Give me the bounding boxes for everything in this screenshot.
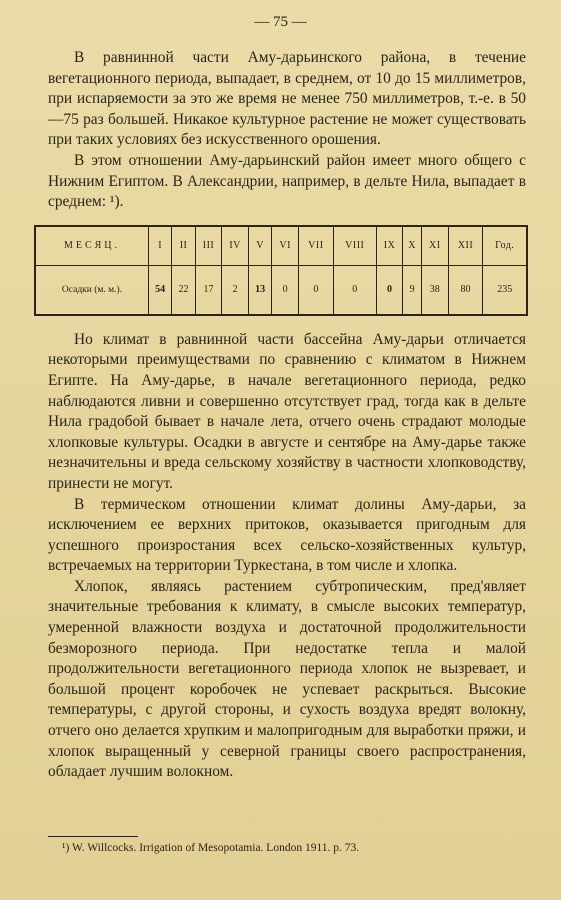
month-header-cell: VIII — [333, 226, 376, 266]
table-header-row — [35, 226, 527, 266]
precipitation-year-total: 235 — [483, 265, 527, 315]
month-header-cell: III — [195, 226, 222, 266]
paragraph-thermal-climate: В термическом отношении климат долины Аму-дарьи, за исключением ее верхних притоков, оказывается пригодным для успешного произростания всех сельско-хозяйственных культур, встречаемых на территории Туркестана, в том числе и хлопка. — [48, 495, 526, 575]
month-header-cell: XI — [421, 226, 448, 266]
precipitation-value: 0 — [333, 265, 376, 315]
precipitation-value: 17 — [195, 265, 222, 315]
precipitation-table — [34, 225, 528, 316]
month-header-cell: I — [149, 226, 172, 266]
precipitation-value: 0 — [272, 265, 299, 315]
year-header-cell: Год. — [483, 226, 527, 266]
month-header-cell: IV — [222, 226, 249, 266]
month-header-cell: II — [172, 226, 195, 266]
precipitation-row-label: Осадки (м. м.). — [61, 284, 123, 295]
precipitation-value: 0 — [376, 265, 403, 315]
paragraph-egypt-comparison: В этом отношении Аму-дарьинский район имеет много общего с Нижним Египтом. В Александрии, например, в дельте Нила, выпадает в среднем: ¹). — [48, 151, 526, 211]
month-header-cell: XII — [448, 226, 483, 266]
precipitation-value: 9 — [403, 265, 422, 315]
month-header-cell: VII — [298, 226, 333, 266]
paragraph-cotton-requirements: Хлопок, являясь растением субтропическим, пред'являет значительные требования к климату, в смысле высоких температур, умеренной влажности воздуха и достаточной продолжительности безморозного периода. При недостатке тепла и малой продолжительности вегетационного периода хлопок не вызревает, и большой процент коробочек не успевает раскрыться. Высокие температуры, с другой стороны, и сухость воздуха вредят волокну, отчего оно делается хрупким и малопригодным для выработки пряжи, и хлопок выращенный у северной границы своего распространения, обладает лучшим волокном. — [48, 577, 526, 781]
precipitation-value: 80 — [448, 265, 483, 315]
footnote-rule — [48, 836, 138, 837]
precipitation-value: 2 — [222, 265, 249, 315]
precipitation-value: 13 — [248, 265, 271, 315]
precipitation-value: 38 — [421, 265, 448, 315]
precipitation-value: 54 — [149, 265, 172, 315]
footnote: ¹) W. Willcocks. Irrigation of Mesopotamia. London 1911. p. 73. — [62, 842, 360, 854]
paragraph-evaporation: В равнинной части Аму-дарьинского района, в течение вегетационного периода, выпадает, в среднем, от 10 до 15 миллиметров, при испаряемости за это же время не менее 750 миллиметров, т.-е. в 50—75 раз большей. Никакое культурное растение не может существовать при таких условиях без искусственного орошения. — [48, 49, 526, 149]
precipitation-value: 22 — [172, 265, 195, 315]
precipitation-table-wrap — [34, 225, 528, 316]
paragraph-climate-advantages: Но климат в равнинной части бассейна Аму-дарьи отличается некоторыми преимуществами по сравнению с климатом в Нижнем Египте. На Аму-дарье, в начале вегетационного периода, редко наблюдаются ливни и совершенно отсутствует град, тогда как в дельте Нила градобой бывает в начале лета, отчего очень страдают молодые хлопковые культуры. Осадки в августе и сентябре на Аму-дарье также незначительны и вреда сельскому хозяйству в частности хлопководству, принести не могут. — [48, 330, 526, 492]
body-text — [48, 48, 526, 783]
month-header-cell: IX — [376, 226, 403, 266]
month-header-label: МЕСЯЦ. — [35, 226, 149, 266]
precipitation-value: 0 — [298, 265, 333, 315]
table-row — [35, 265, 527, 315]
month-header-cell: V — [248, 226, 271, 266]
page-number: — 75 — — [254, 14, 307, 30]
month-header-cell: VI — [272, 226, 299, 266]
month-header-cell: X — [403, 226, 422, 266]
